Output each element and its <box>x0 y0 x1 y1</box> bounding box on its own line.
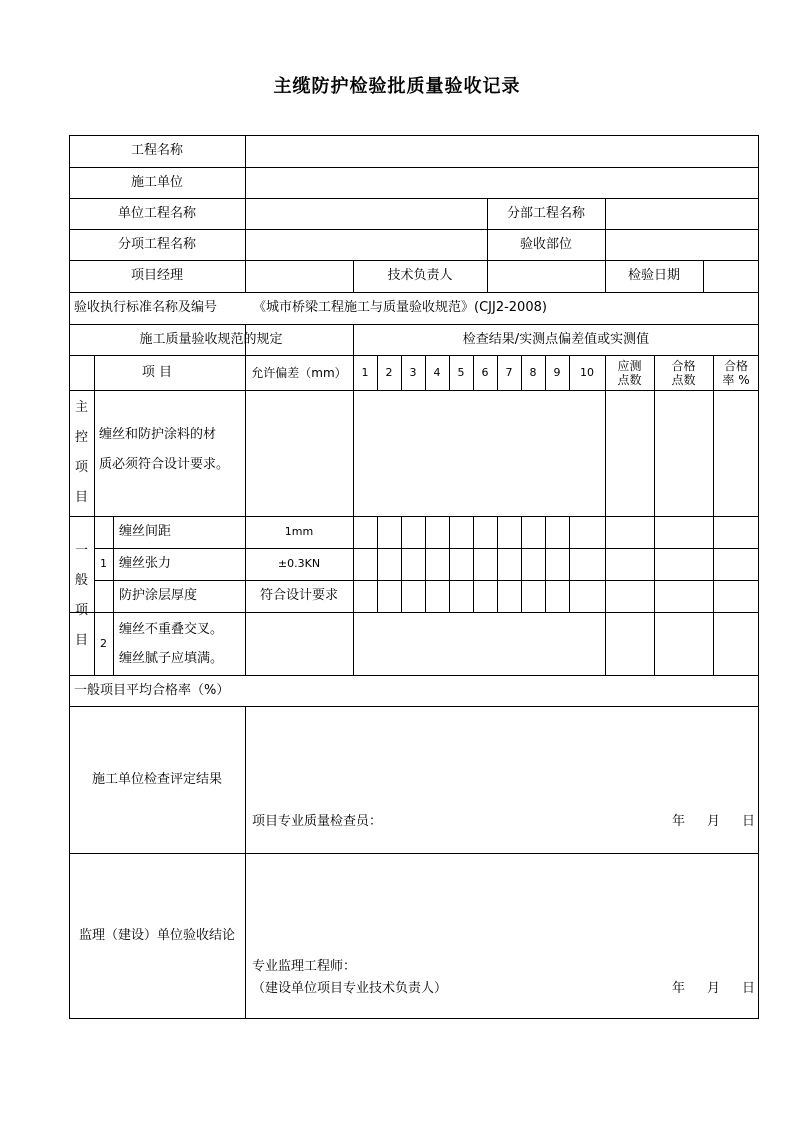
owner-tech-label: （建设单位项目专业技术负责人） <box>252 981 448 996</box>
supervision-conclusion-label: 监理（建设）单位验收结论 <box>78 928 235 943</box>
header-line: 率 % <box>722 372 750 387</box>
header-line: 合格 <box>671 358 696 373</box>
year-label: 年 <box>672 814 686 829</box>
acceptance-part-value[interactable] <box>606 229 759 260</box>
general-row-name: 防护涂层厚度 <box>119 588 198 603</box>
subitem-project-value[interactable] <box>246 229 487 260</box>
qualified-rate-header <box>713 355 759 390</box>
header-line: 点数 <box>617 372 642 387</box>
spec-header: 施工质量验收规范的规定 <box>139 331 283 347</box>
standard-label: 验收执行标准名称及编号 <box>74 300 218 315</box>
general-avg-rate-value[interactable] <box>246 675 759 706</box>
point-number: 3 <box>409 365 417 379</box>
header-line: 点数 <box>671 372 696 387</box>
division-project-label: 分部工程名称 <box>506 205 585 221</box>
point-number: 9 <box>553 365 561 379</box>
tolerance-header: 允许偏差（mm） <box>251 365 347 380</box>
inspection-date-label: 检验日期 <box>627 268 680 283</box>
general-avg-rate-label: 一般项目平均合格率（%） <box>74 682 230 698</box>
standard-value: 《城市桥梁工程施工与质量验收规范》(CJJ2-2008) <box>253 300 547 315</box>
general-row-tolerance: 符合设计要求 <box>259 588 338 603</box>
item-header: 项 目 <box>141 364 173 380</box>
unit-project-value[interactable] <box>246 198 487 229</box>
label-char: 一 <box>74 542 88 558</box>
general-row-tolerance: ±0.3KN <box>277 557 321 570</box>
label-char: 主 <box>74 400 88 415</box>
point-number: 2 <box>385 365 393 379</box>
supervision-conclusion-area[interactable] <box>246 853 759 1019</box>
point-number: 5 <box>457 365 465 379</box>
header-line: 应测 <box>617 358 642 373</box>
project-name-value[interactable] <box>246 135 759 167</box>
label-char: 项 <box>74 460 88 475</box>
header-line: 合格 <box>723 358 748 373</box>
general-row-tolerance: 1mm <box>284 525 314 538</box>
unit-project-label: 单位工程名称 <box>117 205 196 221</box>
point-number: 7 <box>505 365 513 379</box>
construction-unit-value[interactable] <box>246 167 759 198</box>
should-measure-header <box>605 355 654 390</box>
supervisor-label: 专业监理工程师： <box>252 959 357 974</box>
group-number: 2 <box>100 636 107 650</box>
point-number: 10 <box>580 365 594 379</box>
qualified-points-header <box>654 355 713 390</box>
month-label: 月 <box>707 981 721 996</box>
project-name-label: 工程名称 <box>130 143 183 158</box>
construction-unit-label: 施工单位 <box>130 174 183 190</box>
point-number: 4 <box>433 365 441 379</box>
project-manager-value[interactable] <box>246 260 353 292</box>
project-manager-label: 项目经理 <box>130 268 183 283</box>
label-char: 控 <box>74 430 88 445</box>
construction-result-area[interactable] <box>246 706 759 853</box>
requirement-line: 缠丝和防护涂料的材 <box>99 427 217 442</box>
month-label: 月 <box>707 814 721 829</box>
label-char: 般 <box>74 572 88 588</box>
requirement-line: 缠丝腻子应填满。 <box>119 651 224 666</box>
general-item-label <box>69 516 94 675</box>
year-label: 年 <box>672 981 686 996</box>
inspection-record-table <box>69 135 759 1019</box>
general-row-name: 缠丝张力 <box>119 556 172 571</box>
inspector-label: 项目专业质量检查员： <box>252 814 383 829</box>
construction-result-label: 施工单位检查评定结果 <box>91 771 222 787</box>
point-number: 6 <box>481 365 489 379</box>
day-label: 日 <box>742 981 756 996</box>
label-char: 目 <box>74 490 88 505</box>
acceptance-part-label: 验收部位 <box>519 236 572 252</box>
group-number: 1 <box>100 557 107 570</box>
general-row-name: 缠丝间距 <box>119 524 172 539</box>
general-group2-requirement <box>113 612 245 675</box>
label-char: 项 <box>74 602 88 618</box>
point-number: 8 <box>529 365 537 379</box>
main-item-requirement <box>94 390 245 516</box>
day-label: 日 <box>742 814 756 829</box>
results-header: 检查结果/实测点偏差值或实测值 <box>462 331 650 347</box>
inspection-date-value[interactable] <box>704 260 759 292</box>
point-number: 1 <box>361 365 369 379</box>
division-project-value[interactable] <box>606 198 759 229</box>
requirement-line: 缠丝不重叠交叉。 <box>119 622 224 637</box>
main-item-label <box>69 390 94 516</box>
requirement-line: 质必须符合设计要求。 <box>99 457 230 472</box>
label-char: 目 <box>74 632 88 648</box>
tech-lead-label: 技术负责人 <box>387 268 453 283</box>
document-title: 主缆防护检验批质量验收记录 <box>273 76 521 97</box>
tech-lead-value[interactable] <box>488 260 605 292</box>
subitem-project-label: 分项工程名称 <box>117 236 196 252</box>
